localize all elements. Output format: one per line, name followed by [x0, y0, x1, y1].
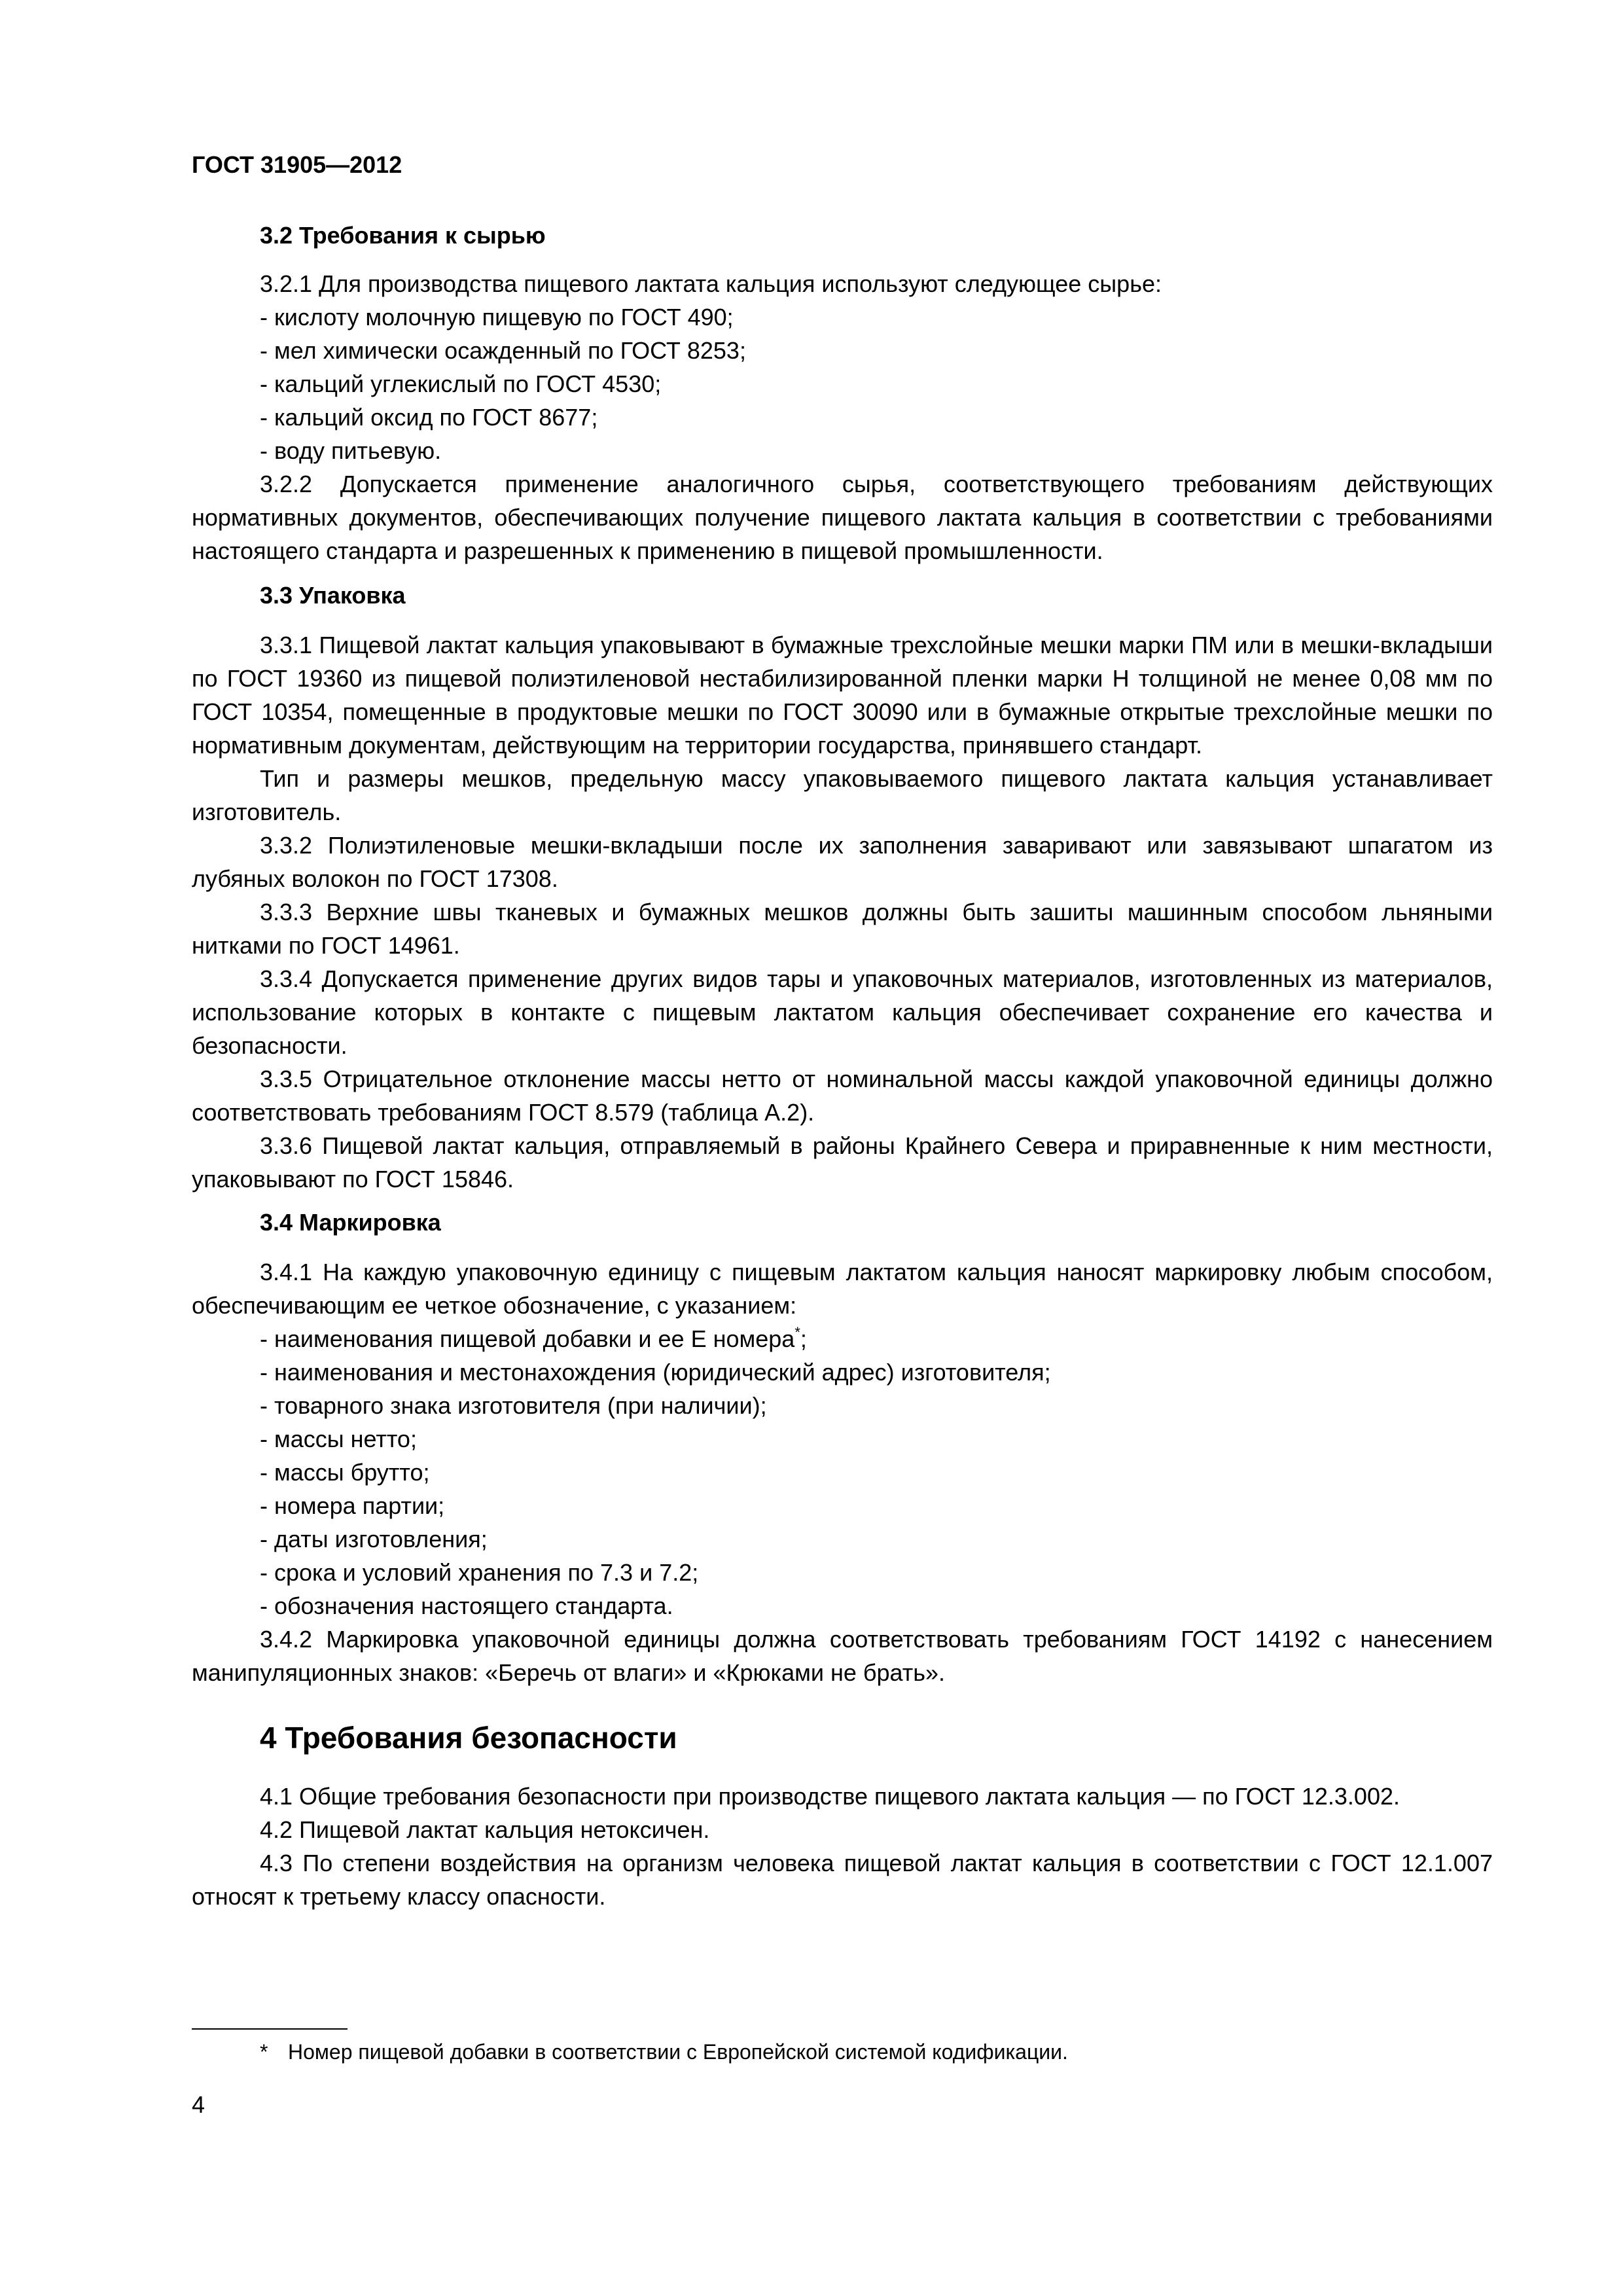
paragraph-3-3-5: 3.3.5 Отрицательное отклонение массы нетто от номинальной массы каждой упаковочной единицы должно соответствовать требованиям ГОСТ 8.579 (таблица А.2).	[192, 1066, 1493, 1126]
page-number: 4	[192, 2091, 205, 2118]
section-heading-3-3: 3.3 Упаковка	[260, 582, 406, 609]
list-item-text: - наименования пищевой добавки и ее Е номера	[260, 1325, 795, 1352]
paragraph-3-2-2: 3.2.2 Допускается применение аналогичного сырья, соответствующего требованиям действующих нормативных документов, обеспечивающих получение пищевого лактата кальция в соответствии с требованиями настоящего стандарта и разрешенных к применению в пищевой промышленности.	[192, 471, 1493, 564]
paragraph-3-3-4: 3.3.4 Допускается применение других видов тары и упаковочных материалов, изготовленных из материалов, использование которых в контакте с пищевым лактатом кальция обеспечивает сохранение его качества и безопасности.	[192, 965, 1493, 1059]
list-item: - срока и условий хранения по 7.3 и 7.2;	[260, 1559, 699, 1586]
document-body	[192, 219, 1493, 1913]
footnote-text: Номер пищевой добавки в соответствии с Европейской системой кодификации.	[288, 2040, 1068, 2064]
footnote	[260, 2037, 1068, 2066]
list-item: - кальций оксид по ГОСТ 8677;	[260, 404, 598, 431]
paragraph-3-4-2: 3.4.2 Маркировка упаковочной единицы должна соответствовать требованиям ГОСТ 14192 с нанесением манипуляционных знаков: «Беречь от влаги» и «Крюками не брать».	[192, 1626, 1493, 1686]
paragraph-3-3-1: 3.3.1 Пищевой лактат кальция упаковывают в бумажные трехслойные мешки марки ПМ или в мешки-вкладыши по ГОСТ 19360 из пищевой полиэтиленовой нестабилизированной пленки марки Н толщиной не менее 0,08 мм по ГОСТ 10354, помещенные в продуктовые мешки по ГОСТ 30090 или в бумажные открытые трехслойные мешки по нормативным документам, действующим на территории государства, принявшего стандарт.	[192, 632, 1493, 759]
list-item: - наименования и местонахождения (юридический адрес) изготовителя;	[260, 1359, 1051, 1386]
paragraph-3-3-1-cont: Тип и размеры мешков, предельную массу упаковываемого пищевого лактата кальция устанавливает изготовитель.	[192, 765, 1493, 825]
list-item: - массы нетто;	[260, 1426, 417, 1452]
list-item: - кислоту молочную пищевую по ГОСТ 490;	[260, 304, 734, 331]
paragraph-3-3-3: 3.3.3 Верхние швы тканевых и бумажных мешков должны быть зашиты машинным способом льняными нитками по ГОСТ 14961.	[192, 899, 1493, 959]
section-heading-3-4: 3.4 Маркировка	[260, 1209, 441, 1236]
document-header: ГОСТ 31905—2012	[192, 151, 402, 178]
paragraph-4-2: 4.2 Пищевой лактат кальция нетоксичен.	[260, 1816, 710, 1843]
list-item: - воду питьевую.	[260, 437, 442, 464]
paragraph-4-1: 4.1 Общие требования безопасности при производстве пищевого лактата кальция — по ГОСТ 12.3.002.	[260, 1783, 1400, 1810]
list-item: - кальций углекислый по ГОСТ 4530;	[260, 370, 662, 397]
list-item: - массы брутто;	[260, 1459, 430, 1486]
section-heading-3-2: 3.2 Требования к сырью	[260, 222, 546, 249]
footnote-separator	[192, 2028, 348, 2030]
list-item: - товарного знака изготовителя (при наличии);	[260, 1392, 767, 1419]
footnote-mark: *	[260, 2040, 268, 2064]
list-item-end: ;	[800, 1325, 807, 1352]
paragraph-3-2-1: 3.2.1 Для производства пищевого лактата кальция используют следующее сырье:	[260, 270, 1162, 297]
list-item: - обозначения настоящего стандарта.	[260, 1592, 673, 1619]
list-item	[192, 1322, 1493, 1355]
paragraph-3-3-6: 3.3.6 Пищевой лактат кальция, отправляемый в районы Крайнего Севера и приравненные к ним местности, упаковывают по ГОСТ 15846.	[192, 1132, 1493, 1193]
paragraph-3-4-1: 3.4.1 На каждую упаковочную единицу с пищевым лактатом кальция наносят маркировку любым способом, обеспечивающим ее четкое обозначение, с указанием:	[192, 1259, 1493, 1319]
paragraph-3-3-2: 3.3.2 Полиэтиленовые мешки-вкладыши после их заполнения заваривают или завязывают шпагатом из лубяных волокон по ГОСТ 17308.	[192, 832, 1493, 892]
list-item: - мел химически осажденный по ГОСТ 8253;	[260, 337, 746, 364]
list-item: - даты изготовления;	[260, 1526, 488, 1552]
section-heading-4: 4 Требования безопасности	[260, 1721, 677, 1755]
footnote-reference: *	[794, 1324, 800, 1340]
list-item: - номера партии;	[260, 1492, 445, 1519]
paragraph-4-3: 4.3 По степени воздействия на организм человека пищевой лактат кальция в соответствии с ГОСТ 12.1.007 относят к третьему классу опасности.	[192, 1850, 1493, 1910]
